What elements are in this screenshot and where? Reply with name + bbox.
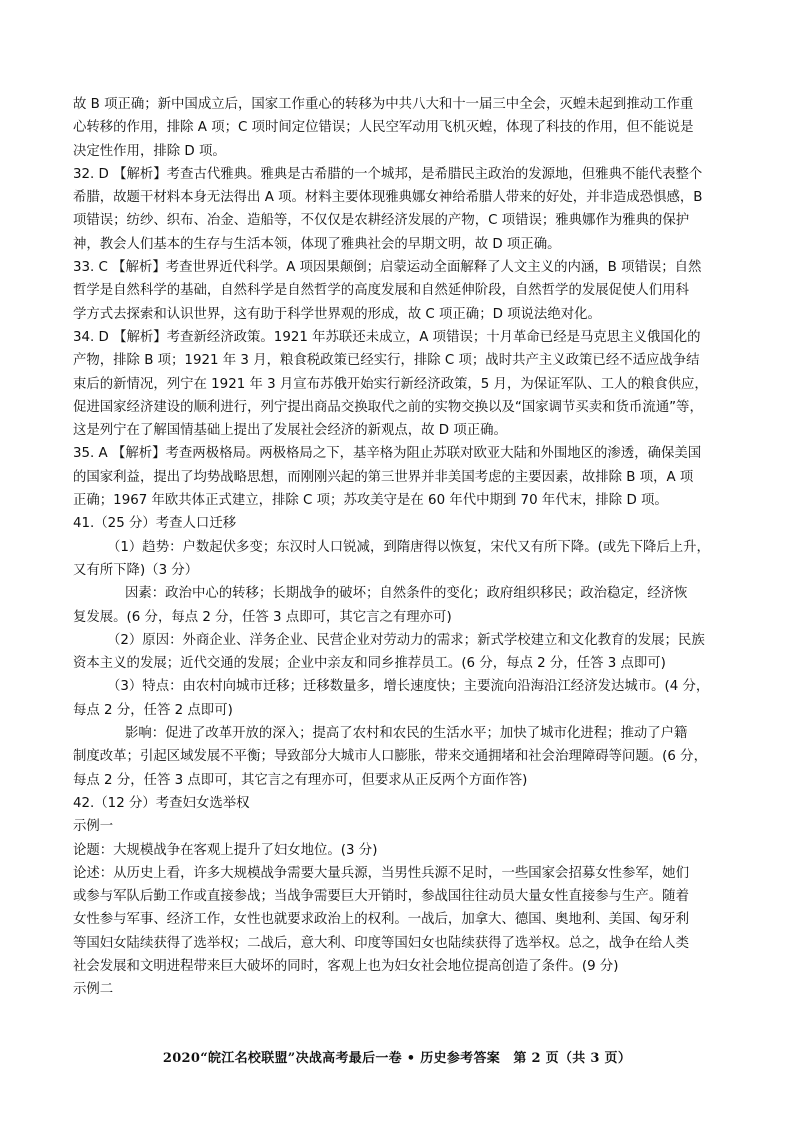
- text-line: 每点 2 分，任答 3 点即可，其它言之有理亦可，但要求从正反两个方面作答): [73, 772, 528, 788]
- text-line: 或参与军队后勤工作或直接参战；当战争需要巨大开销时，参战国往往动员大量女性直接参与生产。随着: [73, 889, 689, 905]
- text-line: 影响：促进了改革开放的深入；提高了农村和农民的生活水平；加快了城市化进程；推动了户籍: [125, 726, 688, 742]
- answer-33-line: 33. C 【解析】考查世界近代科学。A 项因果颠倒；启蒙运动全面解释了人文主义的内涵，B 项错误；自然: [73, 260, 702, 276]
- answer-32-line: 32. D 【解析】考查古代雅典。雅典是古希腊的一个城邦，是希腊民主政治的发源地，但雅典不能代表整个: [73, 166, 703, 182]
- text-line: 论题：大规模战争在客观上提升了妇女地位。(3 分): [73, 842, 378, 858]
- answer-35-line: 35. A 【解析】考查两极格局。两极格局之下，基辛格为阻止苏联对欧亚大陆和外围地区的渗透，确保美国: [73, 446, 702, 462]
- answer-34-line: 34. D 【解析】考查新经济政策。1921 年苏联还未成立，A 项错误；十月革命已经是马克思主义俄国化的: [73, 329, 701, 345]
- text-line: （2）原因：外商企业、洋务企业、民营企业对劳动力的需求；新式学校建立和文化教育的发展；民族: [107, 632, 705, 648]
- text-line: 复发展。(6 分，每点 2 分，任答 3 点即可，其它言之有理亦可): [73, 609, 452, 625]
- text-line: 哲学是自然科学的基础，自然科学是自然哲学的高度发展和自然延伸阶段，自然哲学的发展促使人们用科: [73, 283, 689, 299]
- text-line: 女性参与军事、经济工作，女性也就要求政治上的权利。一战后，加拿大、德国、奥地利、美国、匈牙利: [73, 912, 689, 928]
- question-42-heading: 42.（12 分）考查妇女选举权: [73, 795, 250, 811]
- text-line: 每点 2 分，任答 2 点即可): [73, 702, 233, 718]
- answer-key-body: [73, 93, 723, 1002]
- text-line: 的国家利益，提出了均势战略思想，而刚刚兴起的第三世界并非美国考虑的主要因素，故排除 B 项，A 项: [73, 469, 694, 485]
- text-line: 故 B 项正确；新中国成立后，国家工作重心的转移为中共八大和十一届三中全会，灭蝗未起到推动工作重: [73, 97, 694, 112]
- text-line: （1）趋势：户数起伏多变；东汉时人口锐减，到隋唐得以恢复，宋代又有所下降。(或先下降后上升，: [107, 539, 710, 555]
- question-41-heading: 41.（25 分）考查人口迁移: [73, 516, 237, 532]
- text-line: 项错误；纺纱、织布、冶金、造船等，不仅仅是农耕经济发展的产物，C 项错误；雅典娜作为雅典的保护: [73, 213, 690, 229]
- text-line: 决定性作用，排除 D 项。: [73, 143, 226, 159]
- text-line: 这是列宁在了解国情基础上提出了发展社会经济的新观点，故 D 项正确。: [73, 423, 507, 439]
- page-footer: 2020“皖江名校联盟”决战高考最后一卷 • 历史参考答案 第 2 页（共 3 页）: [162, 1051, 632, 1066]
- text-line: 束后的新情况，列宁在 1921 年 3 月宣布苏俄开始实行新经济政策，5 月，为保证军队、工人的粮食供应，: [73, 376, 708, 392]
- text-line: 促进国家经济建设的顺利进行，列宁提出商品交换取代之前的实物交换以及“国家调节买卖和货币流通”等，: [73, 399, 703, 415]
- text-line: 产物，排除 B 项；1921 年 3 月，粮食税政策已经实行，排除 C 项；战时共产主义政策已经不适应战争结: [73, 353, 700, 369]
- text-line: 学方式去探索和认识世界，这有助于科学世界观的形成，故 C 项正确；D 项说法绝对化。: [73, 306, 601, 322]
- text-line: 制度改革；引起区域发展不平衡；导致部分大城市人口膨胀，带来交通拥堵和社会治理障碍等问题。(6 分，: [73, 749, 707, 765]
- text-line: 又有所下降)（3 分）: [73, 562, 199, 578]
- example-2-label: 示例二: [73, 982, 114, 998]
- text-line: 心转移的作用，排除 A 项；C 项时间定位错误；人民空军动用飞机灭蝗，体现了科技的作用，但不能说是: [73, 120, 694, 136]
- text-line: 论述：从历史上看，许多大规模战争需要大量兵源，当男性兵源不足时，一些国家会招募女性参军，她们: [73, 865, 689, 881]
- text-line: 正确；1967 年欧共体正式建立，排除 C 项；苏攻美守是在 60 年代中期到 70 年代末，排除 D 项。: [73, 493, 668, 509]
- text-line: 等国妇女陆续获得了选举权；二战后，意大利、印度等国妇女也陆续获得了选举权。总之，战争在给人类: [73, 935, 689, 951]
- text-line: 因素：政治中心的转移；长期战争的破坏；自然条件的变化；政府组织移民；政治稳定，经济恢: [125, 586, 688, 602]
- text-line: 资本主义的发展；近代交通的发展；企业中亲友和同乡推荐员工。(6 分，每点 2 分，任答 3 点即可): [73, 656, 666, 672]
- text-line: （3）特点：由农村向城市迁移；迁移数量多，增长速度快；主要流向沿海沿江经济发达城市。(4 分，: [107, 679, 710, 695]
- text-line: 社会发展和文明进程带来巨大破坏的同时，客观上也为妇女社会地位提高创造了条件。(9 分): [73, 958, 619, 974]
- text-line: 神，教会人们基本的生存与生活本领，体现了雅典社会的早期文明，故 D 项正确。: [73, 236, 561, 252]
- text-line: 希腊，故题干材料本身无法得出 A 项。材料主要体现雅典娜女神给希腊人带来的好处，并非造成恐惧感，B: [73, 190, 703, 206]
- example-1-label: 示例一: [73, 819, 114, 835]
